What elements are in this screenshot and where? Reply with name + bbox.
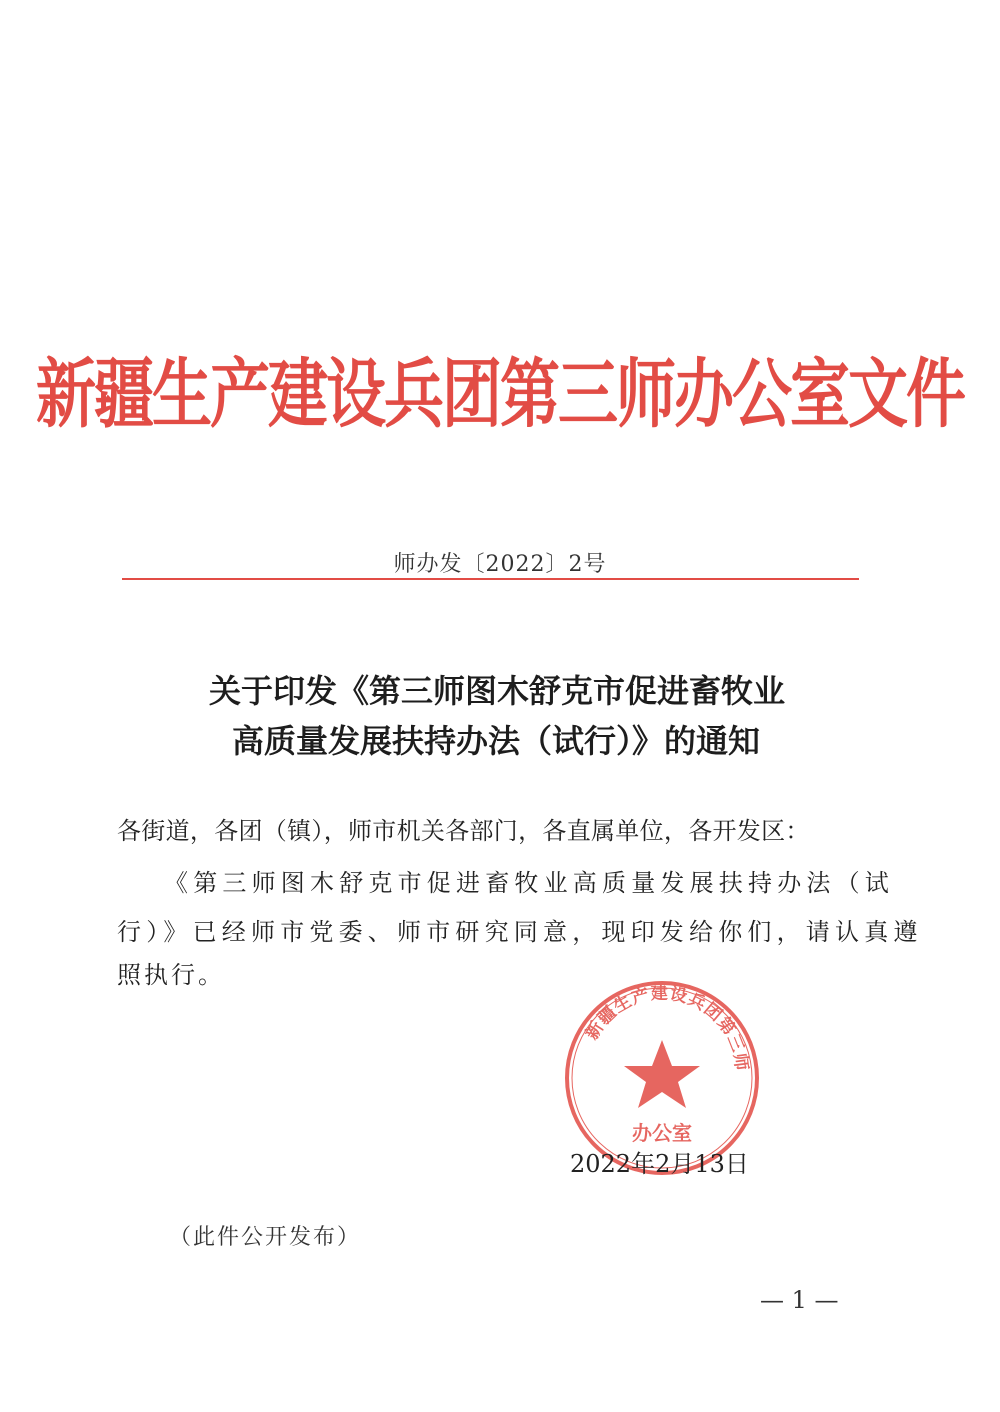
page-number: — 1 — bbox=[760, 1286, 839, 1314]
notice-title-line-2: 高质量发展扶持办法（试行）》的通知 bbox=[231, 722, 760, 760]
masthead-title: 新疆生产建设兵团第三师办公室文件 bbox=[36, 351, 964, 439]
public-release-note: （此件公开发布） bbox=[169, 1225, 362, 1250]
salutation: 各街道，各团（镇），师市机关各部门，各直属单位，各开发区： bbox=[117, 817, 810, 845]
seal-center-text: 办公室 bbox=[632, 1121, 692, 1145]
issue-date: 2022年2月13日 bbox=[570, 1150, 749, 1178]
star-icon bbox=[624, 1040, 700, 1108]
document-number: 师办发〔2022〕2号 bbox=[393, 552, 607, 577]
red-divider-line bbox=[122, 578, 859, 580]
body-line-3: 照执行。 bbox=[117, 961, 225, 989]
seal-ring-text: 新疆生产建设兵团第三师 bbox=[582, 983, 752, 1073]
body-line-1: 《第三师图木舒克市促进畜牧业高质量发展扶持办法（试 bbox=[164, 869, 894, 897]
notice-title-line-1: 关于印发《第三师图木舒克市促进畜牧业 bbox=[208, 672, 785, 710]
body-line-2: 行）》已经师市党委、师市研究同意，现印发给你们，请认真遵 bbox=[117, 918, 923, 946]
